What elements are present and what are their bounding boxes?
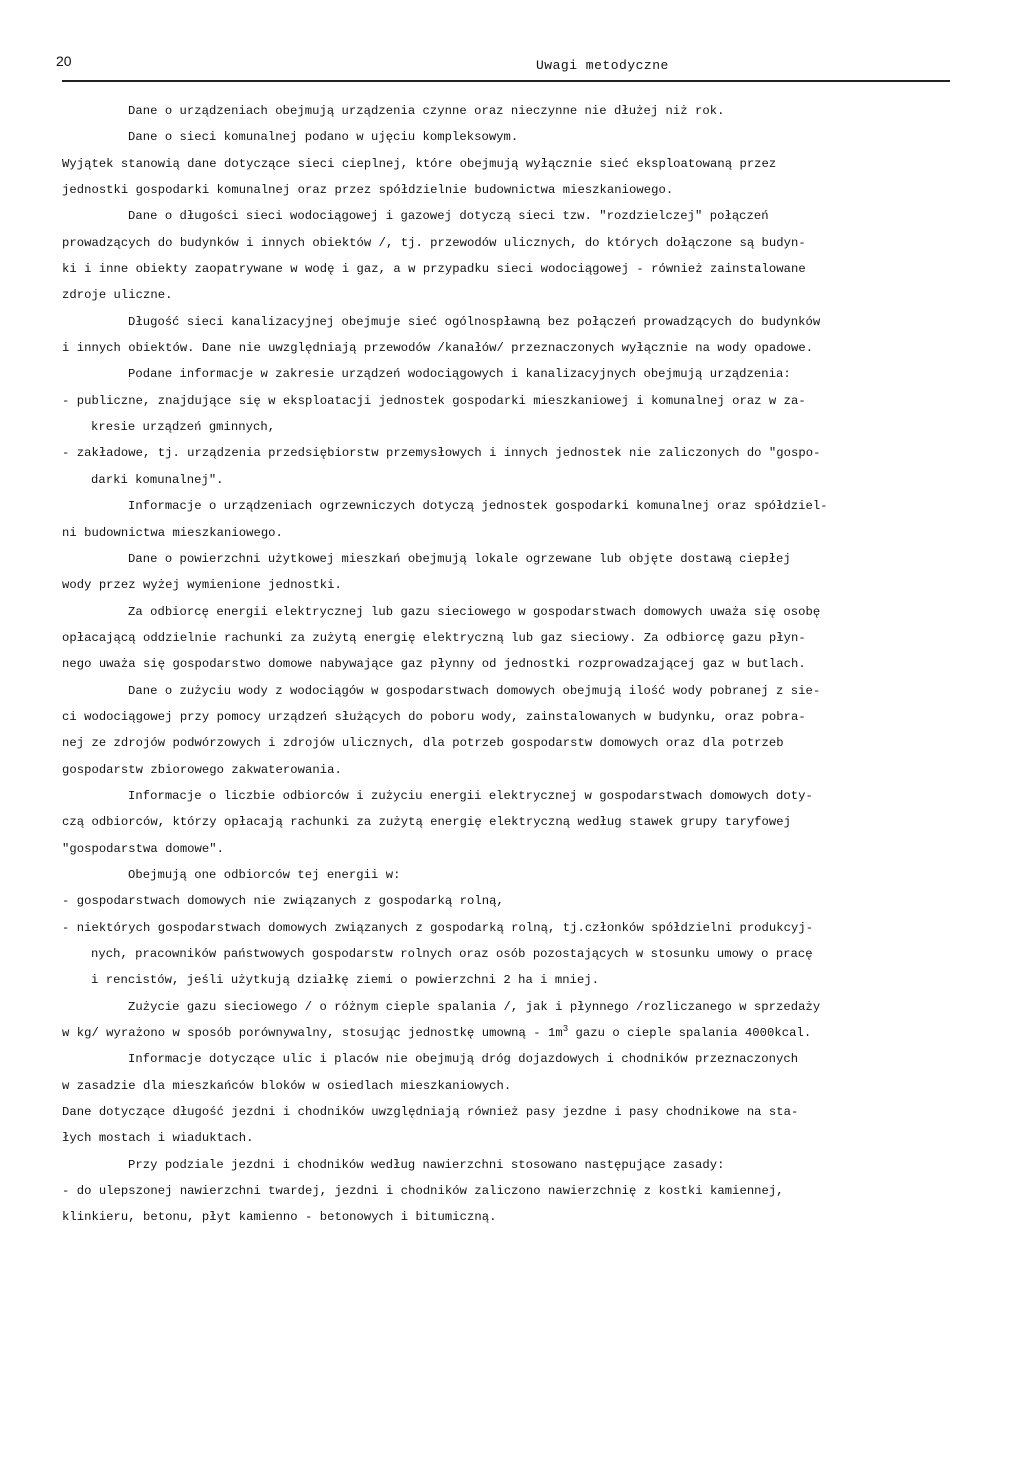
text-line: nej ze zdrojów podwórzowych i zdrojów ulicznych, dla potrzeb gospodarstw domowych oraz dla potrzeb	[62, 736, 784, 751]
text-line: nego uważa się gospodarstwo domowe nabywające gaz płynny od jednostki rozprowadzającej gaz w butlach.	[62, 657, 806, 672]
text-line: Dane dotyczące długość jezdni i chodników uwzględniają również pasy jezdne i pasy chodnikowe na sta-	[62, 1105, 799, 1120]
text-line: wody przez wyżej wymienione jednostki.	[62, 578, 342, 593]
text-line: czą odbiorców, którzy opłacają rachunki za zużytą energię elektryczną według stawek grupy taryfowej	[62, 815, 792, 830]
text-line: Dane o długości sieci wodociągowej i gazowej dotyczą sieci tzw. "rozdzielczej" połączeń	[128, 209, 769, 224]
text-line: Dane o sieci komunalnej podano w ujęciu kompleksowym.	[128, 130, 519, 145]
text-line-with-superscript	[62, 1020, 952, 1046]
list-item-continuation: klinkieru, betonu, płyt kamienno - betonowych i bitumiczną.	[62, 1210, 497, 1225]
text-line: Informacje o urządzeniach ogrzewniczych dotyczą jednostek gospodarki komunalnej oraz spółdziel-	[128, 499, 828, 514]
list-item: - publiczne, znajdujące się w eksploatacji jednostek gospodarki mieszkaniowej i komunalnej oraz w za-	[62, 393, 806, 408]
header-rule	[62, 80, 950, 82]
text-line: Dane o urządzeniach obejmują urządzenia czynne oraz nieczynne nie dłużej niż rok.	[128, 104, 725, 118]
list-item-continuation: i rencistów, jeśli użytkują działkę ziemi o powierzchni 2 ha i mniej.	[91, 973, 600, 988]
text-line: Informacje o liczbie odbiorców i zużyciu energii elektrycznej w gospodarstwach domowych doty-	[128, 788, 813, 803]
list-item: - niektórych gospodarstwach domowych związanych z gospodarką rolną, tj.członków spółdzielni produkcyj-	[62, 920, 814, 935]
text-line: ci wodociągowej przy pomocy urządzeń służących do poboru wody, zainstalowanych w budynku, oraz pobra-	[62, 709, 806, 724]
list-item-continuation: kresie urządzeń gminnych,	[91, 420, 276, 435]
text-line: Dane o powierzchni użytkowej mieszkań obejmują lokale ogrzewane lub objęte dostawą ciepłej	[128, 551, 791, 566]
line-tail: gazu o cieple spalania 4000kcal.	[568, 1026, 812, 1041]
text-line: zdroje uliczne.	[62, 288, 173, 303]
list-item-continuation: nych, pracowników państwowych gospodarstw rolnych oraz osób pozostających w stosunku umowy o pracę	[91, 947, 813, 961]
text-line: i innych obiektów. Dane nie uwzględniają przewodów /kanałów/ przeznaczonych wyłącznie na wody opadowe.	[62, 341, 814, 356]
page-number: 20	[56, 53, 72, 69]
text-line: Za odbiorcę energii elektrycznej lub gazu sieciowego w gospodarstwach domowych uważa się osobę	[128, 604, 821, 619]
text-line: jednostki gospodarki komunalnej oraz przez spółdzielnie budownictwa mieszkaniowego.	[62, 183, 674, 198]
page-header-title: Uwagi metodyczne	[536, 58, 669, 73]
list-item-continuation: darki komunalnej".	[91, 472, 224, 487]
text-line: Obejmują one odbiorców tej energii w:	[128, 867, 401, 882]
list-item: - do ulepszonej nawierzchni twardej, jezdni i chodników zaliczono nawierzchnię z kostki kamiennej,	[62, 1184, 784, 1199]
text-line: Długość sieci kanalizacyjnej obejmuje sieć ogólnospławną bez połączeń prowadzących do budynków	[128, 314, 821, 329]
text-line: gospodarstw zbiorowego zakwaterowania.	[62, 762, 342, 777]
text-line: opłacającą oddzielnie rachunki za zużytą energię elektryczną lub gaz sieciowy. Za odbiorcę gazu płyn-	[62, 630, 806, 645]
text-line: Dane o zużyciu wody z wodociągów w gospodarstwach domowych obejmują ilość wody pobranej z sie-	[128, 683, 821, 698]
text-line: łych mostach i wiaduktach.	[62, 1131, 254, 1146]
list-item: - zakładowe, tj. urządzenia przedsiębiorstw przemysłowych i innych jednostek nie zaliczonych do "gospo-	[62, 446, 821, 461]
text-line: ki i inne obiekty zaopatrywane w wodę i gaz, a w przypadku sieci wodociągowej - również zainstalowane	[62, 262, 806, 277]
text-line: w zasadzie dla mieszkańców bloków w osiedlach mieszkaniowych.	[62, 1078, 512, 1093]
text-line: prowadzących do budynków i innych obiektów /, tj. przewodów ulicznych, do których dołączone są budyn-	[62, 235, 806, 250]
line-text: w kg/ wyrażono w sposób porównywalny, stosując jednostkę umowną - 1m	[62, 1026, 563, 1041]
document-body	[62, 98, 952, 1231]
text-line: Podane informacje w zakresie urządzeń wodociągowych i kanalizacyjnych obejmują urządzenia:	[128, 367, 791, 382]
text-line: Przy podziale jezdni i chodników według nawierzchni stosowano następujące zasady:	[128, 1157, 725, 1172]
text-line: Zużycie gazu sieciowego / o różnym cieple spalania /, jak i płynnego /rozliczanego w sprzedaży	[128, 999, 821, 1014]
text-line: "gospodarstwa domowe".	[62, 841, 225, 856]
text-line: ni budownictwa mieszkaniowego.	[62, 525, 283, 540]
superscript: 3	[562, 1023, 569, 1034]
text-line: Wyjątek stanowią dane dotyczące sieci cieplnej, które obejmują wyłącznie sieć eksploatowaną przez	[62, 156, 777, 171]
text-line: Informacje dotyczące ulic i placów nie obejmują dróg dojazdowych i chodników przeznaczonych	[128, 1052, 799, 1067]
list-item: - gospodarstwach domowych nie związanych z gospodarką rolną,	[62, 894, 504, 909]
